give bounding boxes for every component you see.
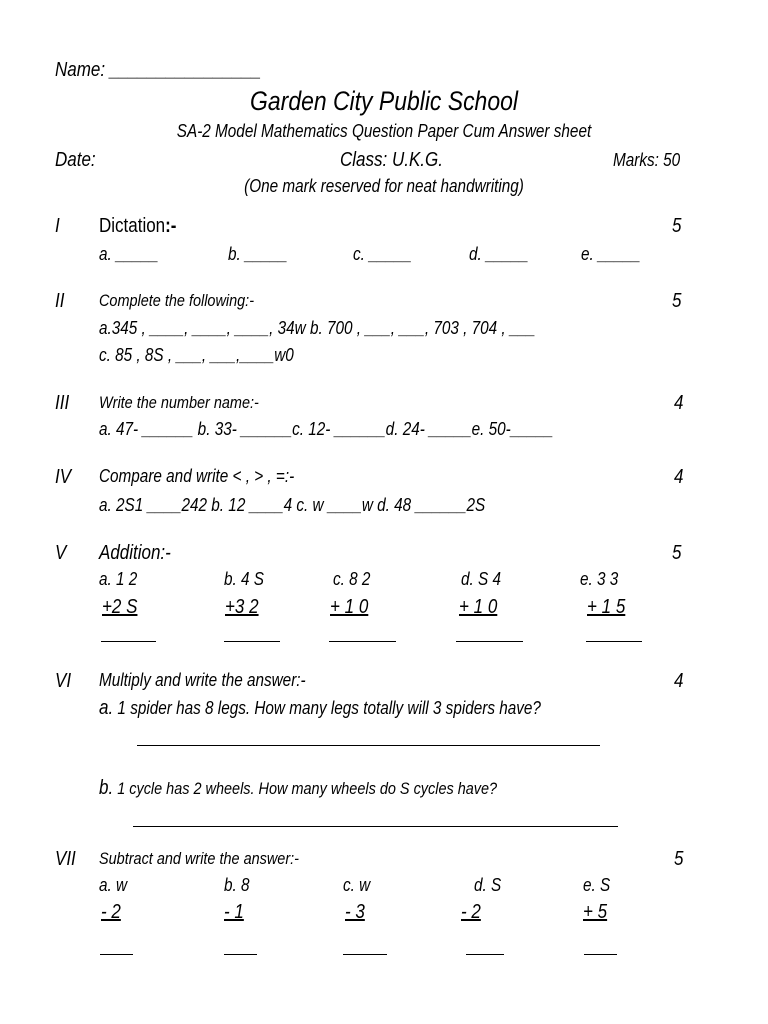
answer-line xyxy=(586,641,642,642)
q5-top: d. S 4 xyxy=(461,569,501,589)
q5-top: b. 4 S xyxy=(224,569,264,589)
q7-number: VII xyxy=(55,848,76,870)
q7-bottom: - 1 xyxy=(224,901,244,923)
answer-line xyxy=(584,954,617,955)
q4-line: a. 2S1 ____242 b. 12 ____4 c. w ____w d. 48 ______2S xyxy=(99,495,486,515)
q1-item: c. _____ xyxy=(353,244,412,264)
q6-marks: 4 xyxy=(674,670,684,692)
q2-number: II xyxy=(55,290,65,312)
name-field-label: Name: ________________ xyxy=(55,59,262,81)
q7-marks: 5 xyxy=(674,848,684,870)
marks-label: Marks: 50 xyxy=(613,150,681,170)
answer-line xyxy=(329,641,396,642)
class-label: Class: U.K.G. xyxy=(340,149,443,171)
q7-top: d. S xyxy=(474,875,502,895)
q1-marks: 5 xyxy=(672,215,682,237)
q5-bottom: + 1 5 xyxy=(587,596,626,618)
q7-top: b. 8 xyxy=(224,875,250,895)
q3-line: a. 47- ______ b. 33- ______c. 12- ______d. 24- _____e. 50-_____ xyxy=(99,419,554,439)
q5-top: e. 3 3 xyxy=(580,569,619,589)
answer-line xyxy=(224,954,257,955)
q4-marks: 4 xyxy=(674,466,684,488)
q5-top: a. 1 2 xyxy=(99,569,138,589)
q7-bottom: - 2 xyxy=(461,901,481,923)
q1-item: a. _____ xyxy=(99,244,159,264)
q3-title: Write the number name:- xyxy=(99,393,259,412)
q5-top: c. 8 2 xyxy=(333,569,371,589)
q5-bottom: +2 S xyxy=(102,596,138,618)
answer-line xyxy=(466,954,504,955)
answer-line xyxy=(137,745,600,746)
q7-bottom: - 3 xyxy=(345,901,365,923)
q2-line-c: c. 85 , 8S , ___, ___,____w0 xyxy=(99,345,294,365)
q1-item: b. _____ xyxy=(228,244,288,264)
q3-number: III xyxy=(55,392,70,414)
q2-title: Complete the following:- xyxy=(99,291,255,310)
q6-part-a: a. 1 spider has 8 legs. How many legs totally will 3 spiders have? xyxy=(99,697,541,719)
answer-line xyxy=(100,954,133,955)
q6-title: Multiply and write the answer:- xyxy=(99,670,306,690)
q7-bottom: - 2 xyxy=(101,901,121,923)
answer-line xyxy=(343,954,387,955)
q7-top: a. w xyxy=(99,875,128,895)
q7-title: Subtract and write the answer:- xyxy=(99,849,299,868)
answer-line xyxy=(133,826,618,827)
q5-title: Addition:- xyxy=(99,542,171,564)
answer-line xyxy=(456,641,523,642)
q5-bottom: + 1 0 xyxy=(459,596,498,618)
q7-bottom: + 5 xyxy=(583,901,608,923)
school-name: Garden City Public School xyxy=(250,86,518,116)
date-label: Date: xyxy=(55,149,96,171)
q2-marks: 5 xyxy=(672,290,682,312)
q1-item: e. _____ xyxy=(581,244,641,264)
q4-title: Compare and write < , > , =:- xyxy=(99,466,295,486)
q1-title: Dictation:- xyxy=(99,215,177,237)
q5-marks: 5 xyxy=(672,542,682,564)
q4-number: IV xyxy=(55,466,72,488)
q1-item: d. _____ xyxy=(469,244,529,264)
answer-line xyxy=(101,641,156,642)
q5-bottom: + 1 0 xyxy=(330,596,369,618)
q7-top: c. w xyxy=(343,875,371,895)
q6-number: VI xyxy=(55,670,72,692)
q5-number: V xyxy=(55,542,67,564)
q6-part-b: b. 1 cycle has 2 wheels. How many wheels do S cycles have? xyxy=(99,777,498,799)
neatness-note: (One mark reserved for neat handwriting) xyxy=(244,176,524,196)
q5-bottom: +3 2 xyxy=(225,596,259,618)
paper-subtitle: SA-2 Model Mathematics Question Paper Cum Answer sheet xyxy=(176,121,592,141)
q7-top: e. S xyxy=(583,875,611,895)
q1-number: I xyxy=(55,215,60,237)
answer-line xyxy=(224,641,280,642)
q2-line-a-b: a.345 , ____, ____, ____, 34w b. 700 , ___, ___, 703 , 704 , ___ xyxy=(99,318,536,338)
q3-marks: 4 xyxy=(674,392,684,414)
